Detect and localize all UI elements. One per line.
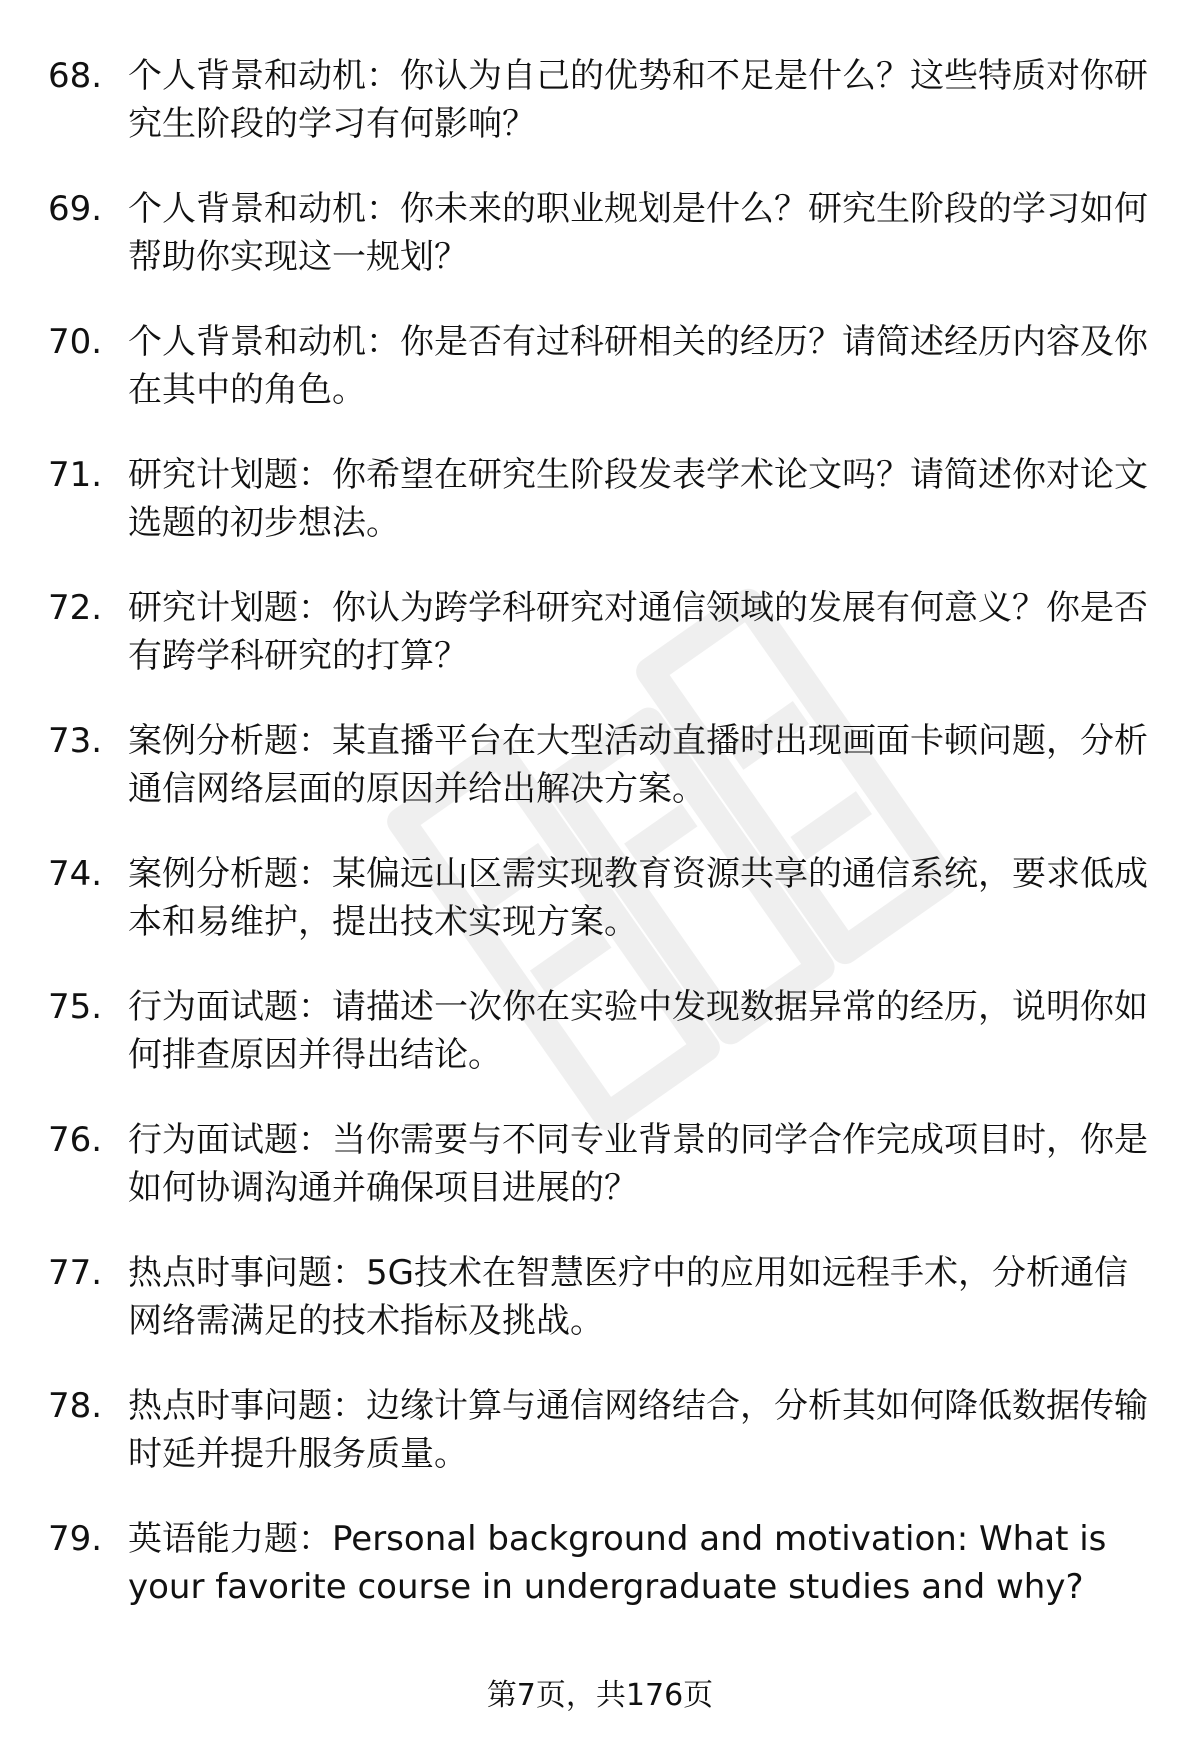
question-text: 个人背景和动机：你未来的职业规划是什么？研究生阶段的学习如何帮助你实现这一规划？ xyxy=(128,189,1148,277)
question-item xyxy=(48,1249,1158,1345)
question-number: 78. xyxy=(48,1386,103,1426)
question-text: 热点时事问题：边缘计算与通信网络结合，分析其如何降低数据传输时延并提升服务质量。 xyxy=(128,1386,1148,1474)
question-number: 75. xyxy=(48,987,103,1027)
question-number: 76. xyxy=(48,1120,103,1160)
question-text: 研究计划题：你认为跨学科研究对通信领域的发展有何意义？你是否有跨学科研究的打算？ xyxy=(128,588,1148,676)
question-number: 74. xyxy=(48,854,103,894)
question-number: 71. xyxy=(48,455,103,495)
question-item xyxy=(48,52,1158,148)
question-number: 77. xyxy=(48,1253,103,1293)
question-number: 68. xyxy=(48,56,103,96)
question-text: 案例分析题：某直播平台在大型活动直播时出现画面卡顿问题，分析通信网络层面的原因并给出解决方案。 xyxy=(128,721,1148,809)
question-item xyxy=(48,717,1158,813)
question-item xyxy=(48,185,1158,281)
question-text: 英语能力题：Personal background and motivation: What is your favorite course in undergraduate studies and why? xyxy=(128,1519,1107,1607)
question-text: 研究计划题：你希望在研究生阶段发表学术论文吗？请简述你对论文选题的初步想法。 xyxy=(128,455,1148,543)
question-text: 个人背景和动机：你认为自己的优势和不足是什么？这些特质对你研究生阶段的学习有何影响？ xyxy=(128,56,1148,144)
question-item xyxy=(48,451,1158,547)
page-number-footer: 第7页，共176页 xyxy=(486,1678,714,1713)
question-text: 行为面试题：当你需要与不同专业背景的同学合作完成项目时，你是如何协调沟通并确保项目进展的？ xyxy=(128,1120,1148,1208)
question-text: 案例分析题：某偏远山区需实现教育资源共享的通信系统，要求低成本和易维护，提出技术实现方案。 xyxy=(128,854,1148,942)
question-item xyxy=(48,1382,1158,1478)
question-text: 行为面试题：请描述一次你在实验中发现数据异常的经历，说明你如何排查原因并得出结论。 xyxy=(128,987,1148,1075)
question-list xyxy=(48,52,1158,1648)
question-item xyxy=(48,983,1158,1079)
question-number: 73. xyxy=(48,721,103,761)
question-text: 个人背景和动机：你是否有过科研相关的经历？请简述经历内容及你在其中的角色。 xyxy=(128,322,1148,410)
question-number: 72. xyxy=(48,588,103,628)
question-item xyxy=(48,318,1158,414)
question-item xyxy=(48,584,1158,680)
question-item xyxy=(48,1116,1158,1212)
question-item xyxy=(48,1515,1158,1611)
question-item xyxy=(48,850,1158,946)
question-number: 79. xyxy=(48,1519,103,1559)
question-number: 70. xyxy=(48,322,103,362)
question-text: 热点时事问题：5G技术在智慧医疗中的应用如远程手术，分析通信网络需满足的技术指标及挑战。 xyxy=(128,1253,1128,1341)
question-number: 69. xyxy=(48,189,103,229)
